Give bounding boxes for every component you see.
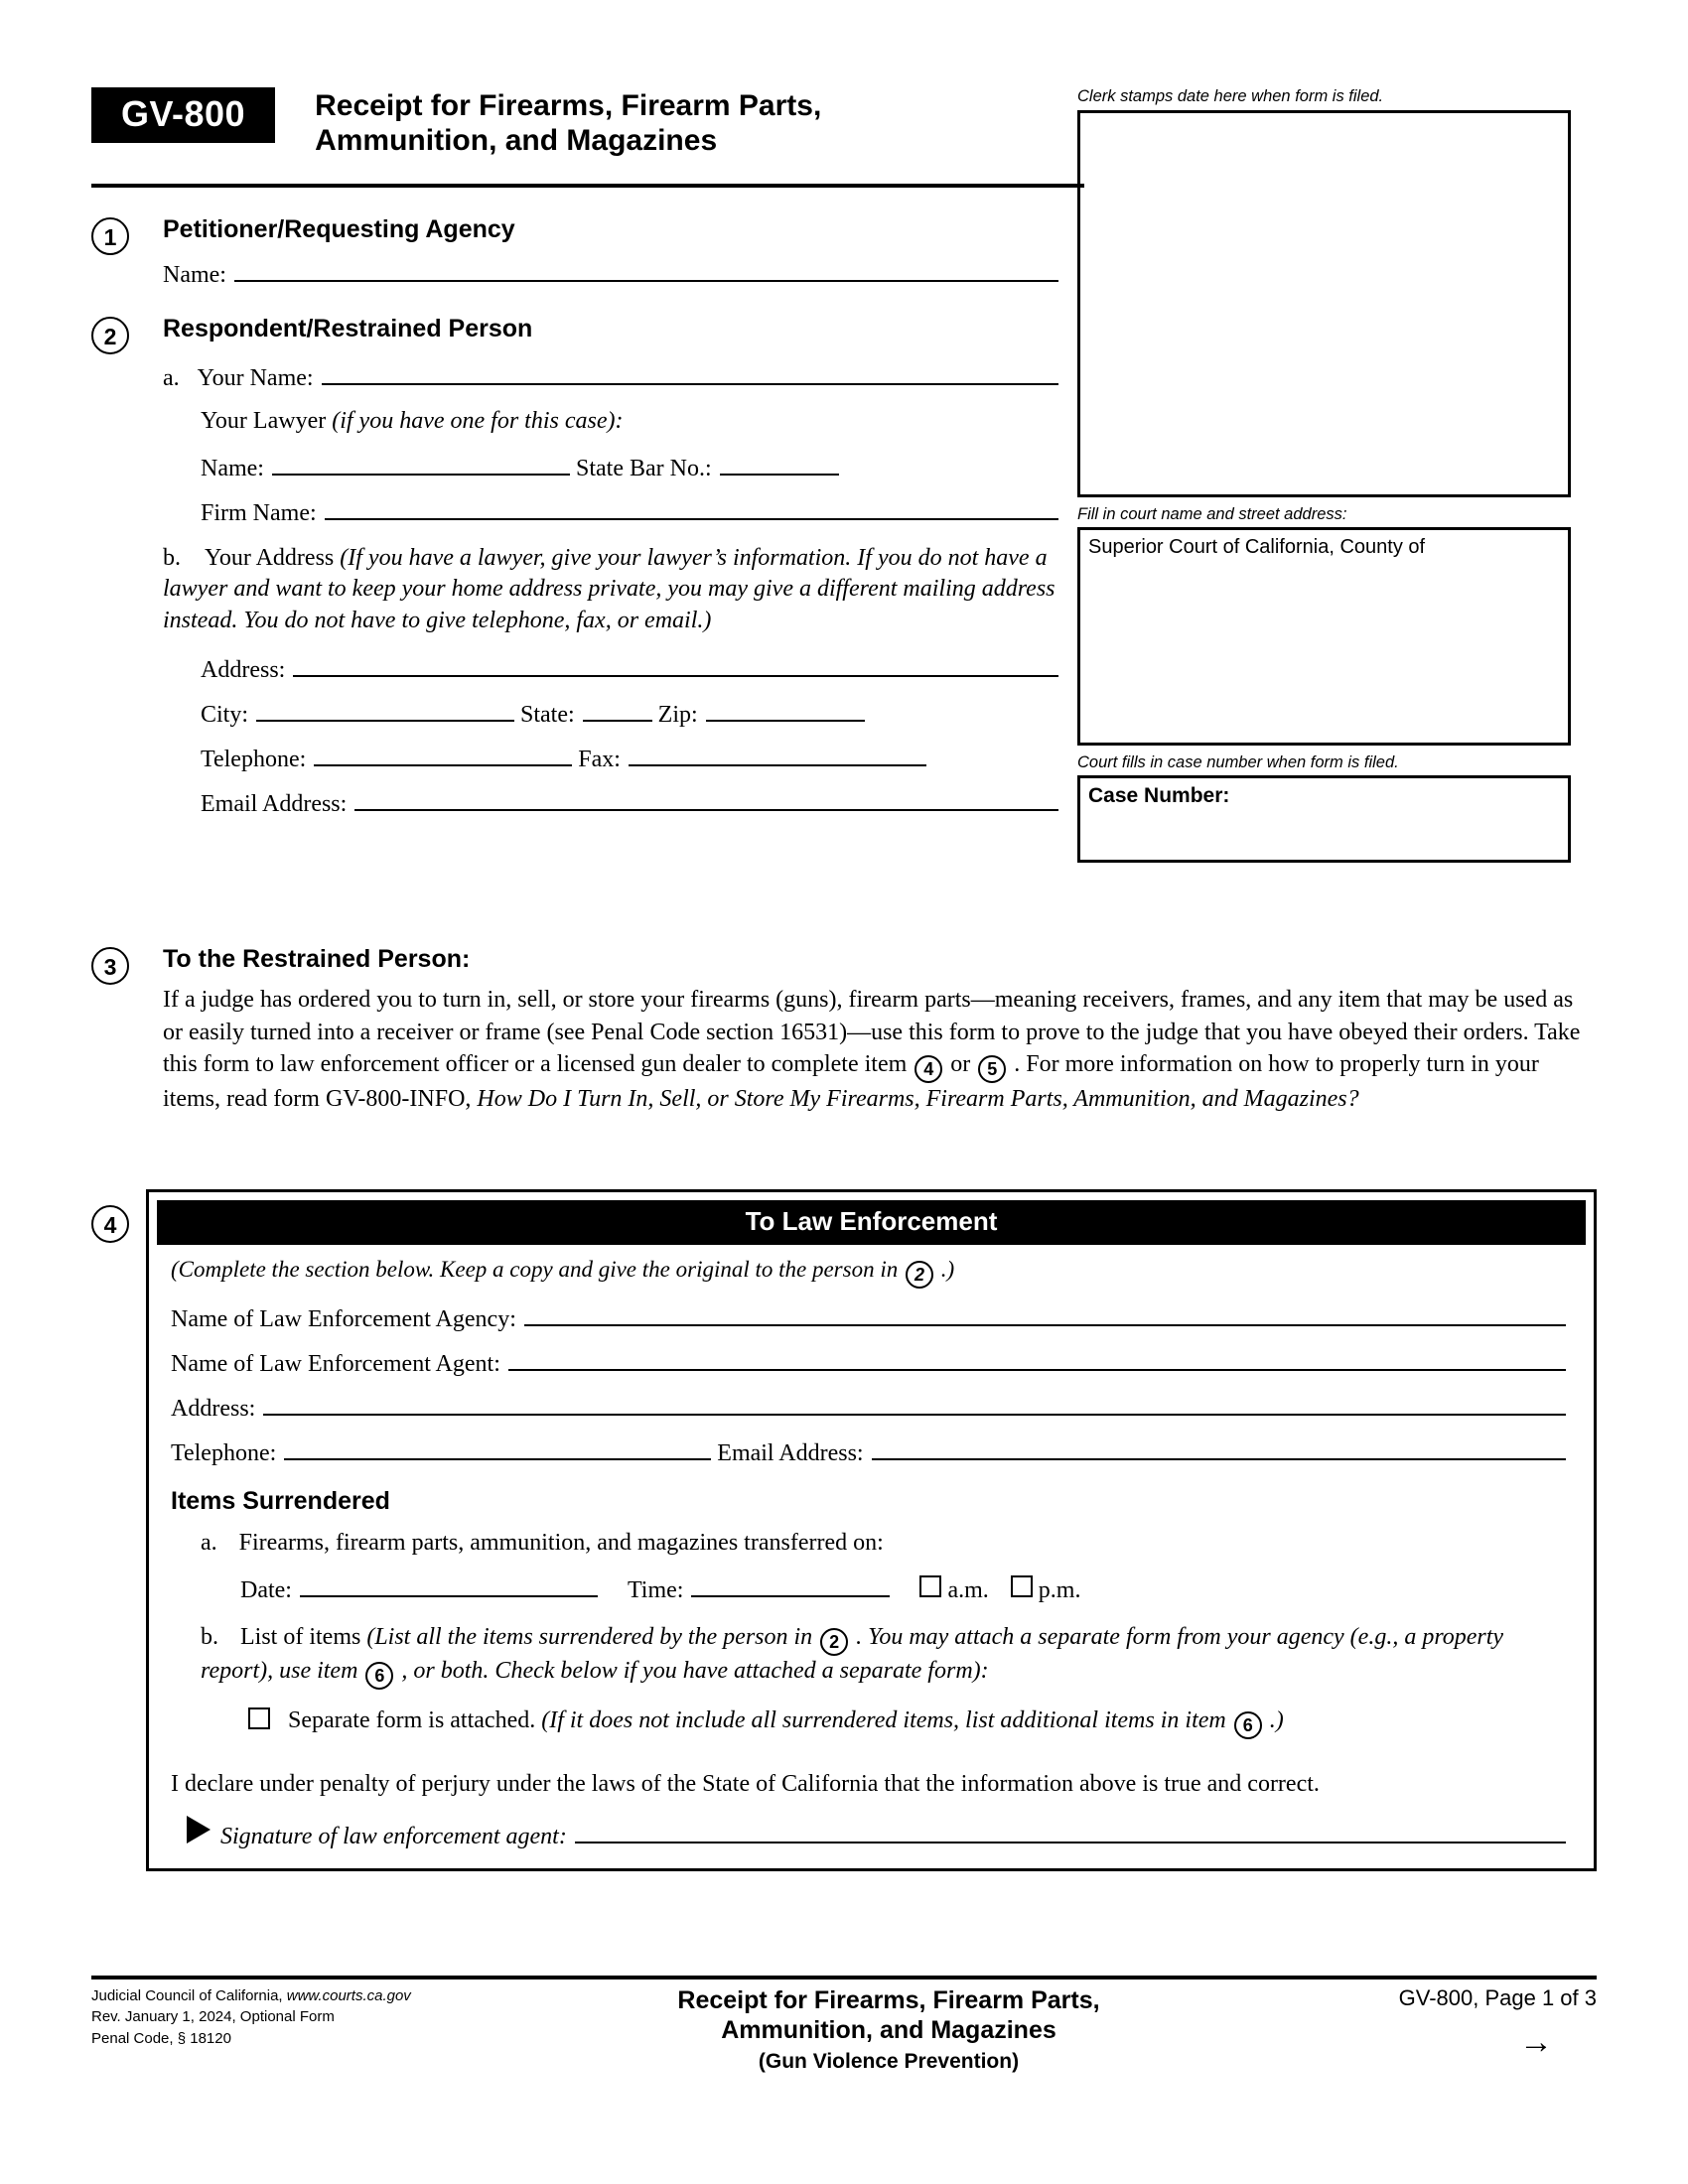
item-4-number: 4 <box>91 1205 129 1243</box>
form-footer <box>91 1985 1597 2074</box>
item-4b <box>201 1622 1572 1690</box>
list-marker-a: a. <box>163 365 180 391</box>
date-input[interactable] <box>300 1570 598 1597</box>
item-3-number: 3 <box>91 947 129 985</box>
lawyer-heading <box>201 406 1064 438</box>
footer-url[interactable]: www.courts.ca.gov <box>286 1987 411 2004</box>
time-input[interactable] <box>691 1570 890 1597</box>
item-4b-marker: b. <box>201 1623 218 1650</box>
am-checkbox[interactable] <box>919 1575 941 1597</box>
law-enforcement-box <box>146 1189 1597 1871</box>
pointer-triangle-icon <box>187 1816 211 1843</box>
footer-divider <box>91 1976 1597 1979</box>
agent-name-label: Name of Law Enforcement Agent: <box>171 1351 500 1377</box>
agency-name-label: Name of Law Enforcement Agency: <box>171 1306 516 1332</box>
lawyer-name-input[interactable] <box>272 448 570 476</box>
separate-form-checkbox[interactable] <box>248 1707 270 1729</box>
item-3-text-italic: How Do I Turn In, Sell, or Store My Firearms, Firearm Parts, Ammunition, and Magazines? <box>477 1086 1359 1113</box>
firm-name-input[interactable] <box>325 492 1058 520</box>
time-label: Time: <box>627 1576 684 1603</box>
le-address-label: Address: <box>171 1396 256 1422</box>
telephone-fax-row <box>201 739 1064 773</box>
le-email-label: Email Address: <box>717 1440 864 1466</box>
zip-label: Zip: <box>657 701 698 728</box>
item-3-paragraph <box>163 984 1593 1116</box>
header-divider <box>91 184 1084 188</box>
respondent-name-row <box>163 357 1064 392</box>
agency-name-row <box>171 1298 1572 1333</box>
declaration-text: I declare under penalty of perjury under the laws of the State of California that the information above is true and correct. <box>171 1770 1320 1797</box>
your-address-label: Your Address <box>205 544 335 571</box>
separate-form-italic-2: .) <box>1269 1706 1284 1733</box>
inline-circle-4: 4 <box>914 1055 942 1083</box>
footer-right <box>1269 1985 1597 2059</box>
le-telephone-input[interactable] <box>284 1433 711 1460</box>
le-telephone-email-row <box>171 1433 1572 1467</box>
law-enforcement-note-part2: .) <box>940 1257 955 1282</box>
item-2-title: Respondent/Restrained Person <box>163 315 533 342</box>
list-marker-b: b. <box>163 544 181 571</box>
clerk-stamp-note: Clerk stamps date here when form is filed. <box>1077 87 1384 105</box>
item-3-title: To the Restrained Person: <box>163 945 471 973</box>
item-3-text-part2: . For more information on how to properly turn in your items, read form GV-800-INFO, <box>163 1051 1539 1113</box>
pm-checkbox[interactable] <box>1011 1575 1033 1597</box>
item-1-number: 1 <box>91 217 129 255</box>
respondent-name-input[interactable] <box>322 357 1058 385</box>
item-4 <box>91 1189 1597 1871</box>
firm-name-label: Firm Name: <box>201 499 317 526</box>
separate-form-italic-1: (If it does not include all surrendered items, list additional items in item <box>541 1706 1226 1733</box>
am-label: a.m. <box>947 1576 989 1603</box>
law-enforcement-note <box>171 1257 1572 1289</box>
firm-name-row <box>201 492 1064 527</box>
state-bar-input[interactable] <box>720 448 839 476</box>
inline-circle-6: 6 <box>365 1662 393 1690</box>
footer-council-text: Judicial Council of California, <box>91 1987 287 2004</box>
lawyer-name-label: Name: <box>201 455 264 481</box>
footer-title-line1: Receipt for Firearms, Firearm Parts, <box>677 1986 1100 2014</box>
lawyer-name-row <box>201 448 1064 482</box>
lawyer-heading-italic: (if you have one for this case): <box>332 408 624 434</box>
date-time-row <box>240 1570 1572 1604</box>
le-address-input[interactable] <box>263 1388 1566 1416</box>
le-email-input[interactable] <box>872 1433 1566 1460</box>
footer-page-info: GV-800, Page 1 of 3 <box>1398 1985 1597 2010</box>
court-name-field[interactable]: Superior Court of California, County of <box>1077 527 1571 746</box>
signature-input[interactable] <box>575 1816 1566 1843</box>
item-4b-label: List of items <box>240 1623 361 1650</box>
fax-label: Fax: <box>578 746 621 772</box>
item-4a-marker: a. <box>201 1530 217 1556</box>
date-label: Date: <box>240 1576 292 1603</box>
footer-center <box>581 1985 1196 2074</box>
footer-left <box>91 1985 508 2049</box>
item-3-or: or <box>950 1051 971 1078</box>
item-4a <box>201 1528 1572 1560</box>
court-info-column <box>1077 87 1583 863</box>
your-address-heading <box>163 543 1064 637</box>
le-telephone-label: Telephone: <box>171 1440 277 1466</box>
item-4b-italic-2: . You may attach a separate form from your agency (e.g., a property report), use item <box>201 1623 1504 1684</box>
footer-subtitle: (Gun Violence Prevention) <box>758 2050 1020 2073</box>
email-row <box>201 783 1064 818</box>
agency-name-input[interactable] <box>524 1298 1566 1326</box>
item-2-number: 2 <box>91 317 129 354</box>
item-3-head <box>91 945 1597 980</box>
inline-circle-6b: 6 <box>1234 1711 1262 1739</box>
lawyer-heading-text: Your Lawyer <box>201 408 327 434</box>
page-title: Receipt for Firearms, Firearm Parts, Ammunition, and Magazines <box>315 89 822 157</box>
item-3 <box>91 933 1597 1116</box>
separate-form-label: Separate form is attached. <box>288 1706 536 1733</box>
inline-circle-2: 2 <box>906 1261 933 1289</box>
city-input[interactable] <box>256 694 514 722</box>
inline-circle-5: 5 <box>978 1055 1006 1083</box>
state-bar-label: State Bar No.: <box>575 455 712 481</box>
address-row <box>201 649 1064 684</box>
footer-title-line2: Ammunition, and Magazines <box>721 2016 1056 2044</box>
item-2 <box>91 315 1064 818</box>
address-input[interactable] <box>293 649 1058 677</box>
left-column <box>91 204 1064 818</box>
item-1-title: Petitioner/Requesting Agency <box>163 215 515 243</box>
pm-label: p.m. <box>1038 1576 1081 1603</box>
item-4b-italic-3: , or both. Check below if you have attached a separate form): <box>401 1657 989 1684</box>
clerk-stamp-box[interactable] <box>1077 110 1571 497</box>
item-3-text-part1: If a judge has ordered you to turn in, sell, or store your firearms (guns), firearm parts—meaning receivers, frames, and any item that may be used as or easily turned into a receiver or frame (see Penal Code section 16531)—use this form to prove to the judge that you have obeyed their orders. Take this form to law enforcement officer or a licensed gun dealer to complete item <box>163 987 1581 1078</box>
telephone-label: Telephone: <box>201 746 307 772</box>
city-label: City: <box>201 701 249 728</box>
telephone-input[interactable] <box>314 739 572 766</box>
address-label: Address: <box>201 656 286 683</box>
item-4a-text: Firearms, firearm parts, ammunition, and magazines transferred on: <box>238 1530 884 1556</box>
next-page-arrow-icon: → <box>1519 2023 1553 2061</box>
court-name-note: Fill in court name and street address: <box>1077 505 1347 523</box>
petitioner-name-input[interactable] <box>234 254 1058 282</box>
city-state-zip-row <box>201 694 1064 729</box>
inline-circle-2b: 2 <box>820 1628 848 1656</box>
petitioner-name-row <box>163 254 1064 289</box>
fax-input[interactable] <box>629 739 926 766</box>
items-surrendered-title: Items Surrendered <box>171 1487 390 1515</box>
law-enforcement-note-part1: (Complete the section below. Keep a copy and give the original to the person in <box>171 1257 899 1282</box>
state-input[interactable] <box>583 694 652 722</box>
petitioner-name-label: Name: <box>163 262 226 288</box>
agent-name-row <box>171 1343 1572 1378</box>
law-enforcement-bar-title: To Law Enforcement <box>157 1200 1586 1245</box>
item-4b-italic-1: (List all the items surrendered by the person in <box>366 1623 813 1650</box>
your-address-italic: (If you have a lawyer, give your lawyer’s information. If you do not have a lawyer and want to keep your home address private, you may give a different mailing address instead. You do not have to give telephone, fax, or email.) <box>163 544 1055 634</box>
respondent-name-label: Your Name: <box>197 365 314 391</box>
form-id-badge: GV-800 <box>91 87 275 143</box>
case-number-field[interactable]: Case Number: <box>1077 775 1571 863</box>
state-label: State: <box>520 701 575 728</box>
email-input[interactable] <box>354 783 1058 811</box>
agent-name-input[interactable] <box>508 1343 1566 1371</box>
case-number-note: Court fills in case number when form is filed. <box>1077 753 1399 771</box>
separate-form-row <box>248 1706 1572 1739</box>
le-address-row <box>171 1388 1572 1423</box>
footer-revision: Rev. January 1, 2024, Optional Form <box>91 2008 335 2026</box>
zip-input[interactable] <box>706 694 865 722</box>
item-1 <box>91 215 1064 289</box>
signature-row <box>187 1816 1572 1850</box>
signature-label: Signature of law enforcement agent: <box>220 1824 567 1850</box>
email-label: Email Address: <box>201 790 348 817</box>
footer-code: Penal Code, § 18120 <box>91 2029 231 2047</box>
